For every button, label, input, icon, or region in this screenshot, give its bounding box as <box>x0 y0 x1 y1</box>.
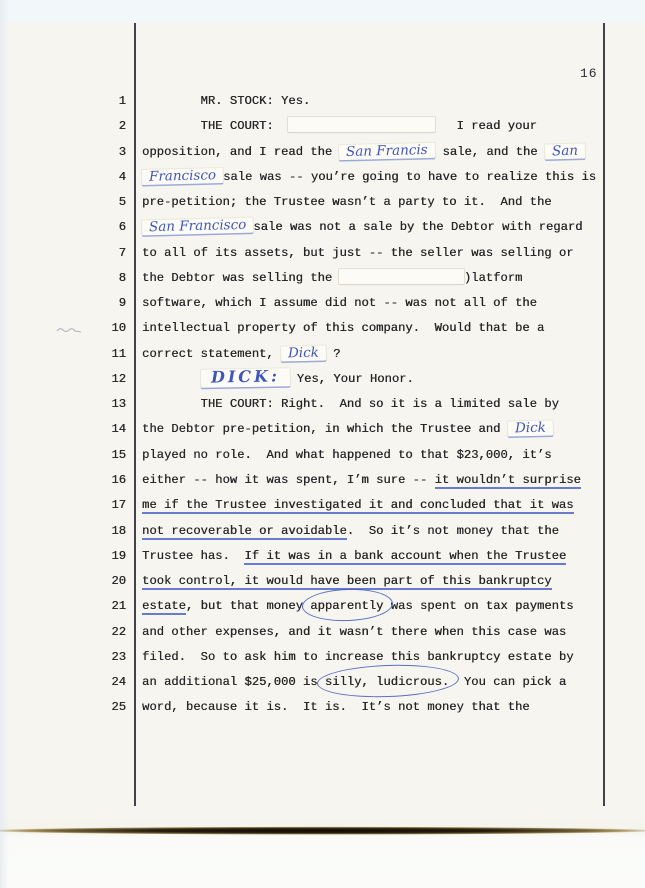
typed-text: word, because it is. It is. It’s not money that the <box>142 700 530 715</box>
line-number: 11 <box>111 346 126 361</box>
transcript-line <box>142 140 617 165</box>
transcript-line <box>142 594 617 619</box>
left-margin-rule <box>134 23 136 806</box>
line-number: 17 <box>111 498 126 513</box>
transcript-lines <box>142 89 617 721</box>
line-number: 20 <box>111 574 126 589</box>
transcript-line <box>142 695 617 720</box>
scan-left-edge-shadow <box>0 0 9 888</box>
transcript-line <box>142 165 617 190</box>
typed-text: the Debtor pre-petition, in which the Trustee and <box>142 422 508 437</box>
transcript-line <box>142 241 617 266</box>
underlined-text: not recoverable or avoidable <box>142 523 347 538</box>
typed-text: filed. So to ask him to increase this bankruptcy estate by <box>142 649 574 664</box>
typed-text: THE COURT: <box>142 119 289 134</box>
handwritten-annotation: Francisco <box>142 168 223 185</box>
line-number: 13 <box>111 397 126 412</box>
typed-text: correct statement, <box>142 346 281 361</box>
page-number: 16 <box>580 66 598 81</box>
typed-text: software, which I assume did not -- was not all of the <box>142 296 537 311</box>
transcript-line <box>142 114 617 139</box>
line-number: 22 <box>111 624 126 639</box>
transcript-line <box>142 367 617 392</box>
typed-text: and other expenses, and it wasn’t there when this case was <box>142 624 567 639</box>
typed-text: . So it’s not money that the <box>346 523 559 538</box>
line-number: 5 <box>118 195 126 210</box>
typed-text <box>142 372 201 386</box>
handwritten-annotation: DICK: <box>200 368 289 388</box>
handwritten-annotation: Dick <box>281 345 326 361</box>
typed-text: , but that money <box>185 599 311 614</box>
transcript-line <box>142 670 617 695</box>
whiteout-patch <box>288 117 434 132</box>
line-number: 14 <box>111 422 126 437</box>
transcript-line <box>142 519 617 544</box>
handwritten-annotation: San Francis <box>339 142 435 159</box>
line-number: 3 <box>118 144 126 159</box>
line-number: 10 <box>111 321 126 336</box>
typed-text: Yes, Your Honor. <box>289 371 414 386</box>
line-number: 21 <box>111 599 126 614</box>
typed-text: You can pick a <box>449 675 567 690</box>
line-number: 6 <box>118 220 126 235</box>
transcript-line <box>142 645 617 670</box>
transcript-line <box>142 417 617 442</box>
typed-text: sale was -- you’re going to have to realize this is <box>223 169 597 184</box>
transcript-line <box>142 342 617 367</box>
transcript-line <box>142 89 617 114</box>
typed-text: intellectual property of this company. Would that be a <box>142 321 545 336</box>
line-number: 23 <box>111 649 126 664</box>
line-number: 25 <box>111 700 126 715</box>
page-edge-shadow <box>0 826 645 835</box>
line-number: 7 <box>118 245 126 260</box>
transcript-line <box>142 392 617 417</box>
typed-text: I read your <box>434 119 537 134</box>
line-number: 19 <box>111 548 126 563</box>
line-number: 4 <box>118 169 126 184</box>
underlined-text: me if the Trustee investigated it and concluded that it was <box>142 498 574 513</box>
transcript-line <box>142 291 617 316</box>
line-number: 15 <box>111 447 126 462</box>
underlined-text: it wouldn’t surprise <box>434 472 581 487</box>
typed-text: to all of its assets, but just -- the seller was selling or <box>142 245 574 260</box>
typed-text: sale, and the <box>435 144 545 159</box>
whiteout-patch <box>339 269 463 284</box>
typed-text: THE COURT: Right. And so it is a limited sale by <box>142 397 559 412</box>
transcript-line <box>142 468 617 493</box>
typed-text: the Debtor was selling the <box>142 270 340 285</box>
margin-pen-mark-icon <box>56 322 84 340</box>
transcript-line <box>142 443 617 468</box>
transcript-line <box>142 316 617 341</box>
handwritten-annotation: Dick <box>508 421 553 437</box>
circled-text: silly, ludicrous. <box>325 670 449 695</box>
line-number: 1 <box>118 94 126 108</box>
underlined-text: estate <box>142 599 186 614</box>
transcript-line <box>142 190 617 215</box>
handwritten-annotation: San Francisco <box>142 218 254 236</box>
line-number: 8 <box>118 270 126 285</box>
line-number: 9 <box>118 296 126 311</box>
typed-text: Trustee has. <box>142 548 245 563</box>
transcript-line <box>142 620 617 645</box>
handwritten-annotation: San <box>545 143 585 159</box>
typed-text: pre-petition; the Trustee wasn’t a party to it. And the <box>142 195 552 210</box>
typed-text: )latform <box>463 270 523 285</box>
transcript-line <box>142 544 617 569</box>
circled-text: apparently <box>310 594 383 619</box>
line-number: 16 <box>111 472 126 487</box>
typed-text: opposition, and I read the <box>142 144 340 159</box>
typed-text: was spent on tax payments <box>383 599 574 614</box>
line-number: 18 <box>111 523 126 538</box>
typed-text: an additional $25,000 is <box>142 675 325 690</box>
transcript-line <box>142 215 617 240</box>
underlined-text: If it was in a bank account when the Trustee <box>244 548 567 563</box>
underlined-text: took control, it would have been part of this bankruptcy <box>142 574 552 589</box>
line-number: 2 <box>118 119 126 134</box>
transcript-line <box>142 569 617 594</box>
typed-text: sale was not a sale by the Debtor with regard <box>253 220 583 235</box>
typed-text: MR. STOCK: Yes. <box>142 94 311 108</box>
typed-text: played no role. And what happened to that $23,000, it’s <box>142 447 552 462</box>
typed-text: either -- how it was spent, I’m sure -- <box>142 472 435 487</box>
typed-text: ? <box>325 346 341 361</box>
transcript-line <box>142 266 617 291</box>
line-number: 24 <box>111 675 126 690</box>
line-number: 12 <box>111 371 126 386</box>
line-numbers <box>92 89 126 721</box>
transcript-line <box>142 493 617 518</box>
